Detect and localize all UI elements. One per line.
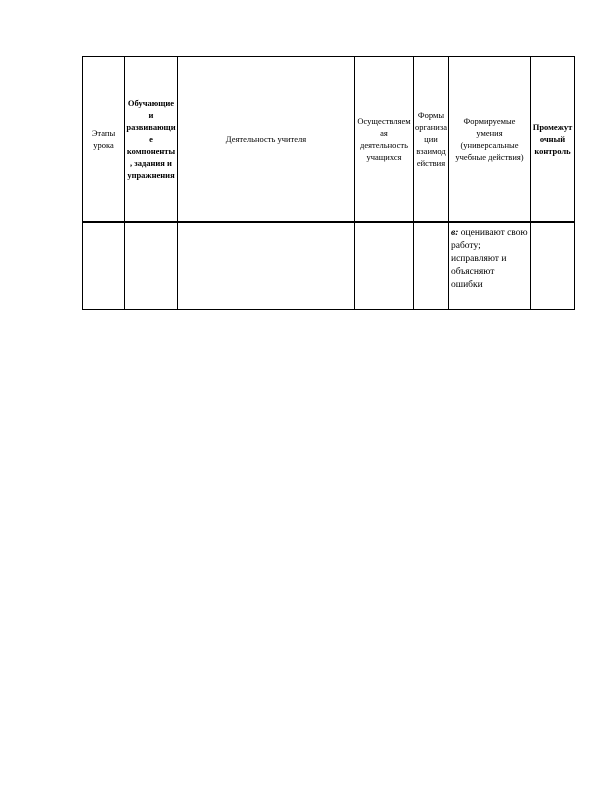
cell-skills: [449, 222, 531, 310]
skills-text: оценивают свою работу; исправляют и объясняют ошибки: [451, 228, 528, 290]
table-header-row: [83, 57, 575, 223]
cell-intermediate-control: [531, 222, 575, 310]
lesson-plan-table: [82, 56, 575, 310]
header-stages: Этапы урока: [83, 57, 125, 223]
header-student-activity: Осуществляемая деятельность учащихся: [355, 57, 414, 223]
header-teacher-activity: Деятельность учителя: [178, 57, 355, 223]
header-skills: Формируемые умения (универсальные учебные действия): [449, 57, 531, 223]
cell-student-activity: [355, 222, 414, 310]
header-intermediate-control: Промежуточный контроль: [531, 57, 575, 223]
header-interaction-forms: Формы организации взаимодействия: [414, 57, 449, 223]
cell-components: [125, 222, 178, 310]
cell-stages: [83, 222, 125, 310]
skills-prefix: в:: [451, 228, 459, 238]
cell-interaction-forms: [414, 222, 449, 310]
table-row: [83, 222, 575, 310]
cell-teacher-activity: [178, 222, 355, 310]
header-components: Обучающие и развивающие компоненты, задания и упражнения: [125, 57, 178, 223]
